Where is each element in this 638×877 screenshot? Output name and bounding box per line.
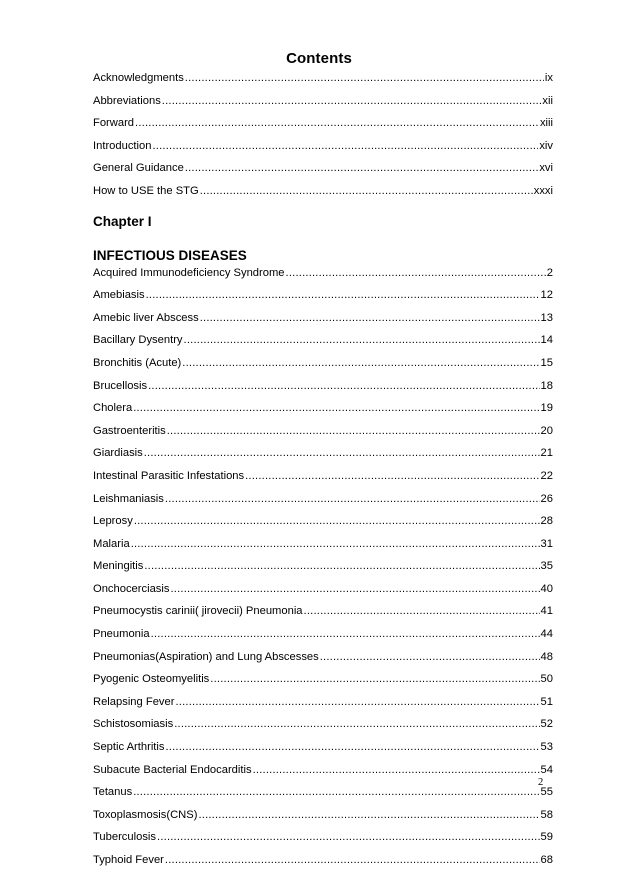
- toc-leader-dots: [185, 162, 539, 174]
- toc-leader-dots: [170, 583, 539, 595]
- toc-entry-page: 52: [540, 718, 553, 731]
- toc-entry-page: 48: [540, 650, 553, 663]
- toc-entry-page: 51: [540, 695, 553, 708]
- toc-leader-dots: [320, 651, 540, 663]
- toc-leader-dots: [135, 117, 539, 129]
- toc-entry[interactable]: [93, 493, 553, 516]
- toc-entry-label: Pyogenic Osteomyelitis: [93, 673, 210, 686]
- toc-leader-dots: [144, 560, 539, 572]
- toc-entry-label: Cholera: [93, 402, 133, 415]
- toc-entry-label: Malaria: [93, 537, 130, 550]
- toc-leader-dots: [162, 95, 542, 107]
- toc-leader-dots: [200, 185, 533, 197]
- toc-entry[interactable]: [93, 447, 553, 470]
- toc-entry-page: 28: [540, 515, 553, 528]
- toc-entry[interactable]: [93, 809, 553, 832]
- toc-entry-label: Tetanus: [93, 786, 133, 799]
- toc-entry-page: 35: [540, 560, 553, 573]
- toc-entry-page: 50: [540, 673, 553, 686]
- toc-entry-label: Gastroenteritis: [93, 424, 166, 437]
- toc-entry-page: 40: [540, 582, 553, 595]
- toc-entry-page: 13: [540, 311, 553, 324]
- toc-entry-page: 19: [540, 402, 553, 415]
- toc-entry-label: Onchocerciasis: [93, 582, 170, 595]
- toc-entry-page: ix: [544, 72, 553, 84]
- front-matter-list: [93, 72, 553, 208]
- toc-entry-page: 59: [540, 831, 553, 844]
- toc-leader-dots: [133, 786, 539, 798]
- toc-entry-page: 53: [540, 741, 553, 754]
- toc-entry[interactable]: [93, 380, 553, 403]
- chapter-entries-list: [93, 267, 553, 877]
- toc-leader-dots: [253, 764, 540, 776]
- toc-entry-label: Bacillary Dysentry: [93, 334, 183, 347]
- toc-entry-label: Pneumocystis carinii( jirovecii) Pneumonia: [93, 605, 303, 618]
- toc-leader-dots: [185, 72, 544, 84]
- toc-entry-label: Introduction: [93, 139, 152, 152]
- toc-leader-dots: [200, 312, 540, 324]
- toc-entry-label: Relapsing Fever: [93, 695, 175, 708]
- toc-entry-page: 54: [540, 763, 553, 776]
- toc-entry-page: 12: [540, 289, 553, 302]
- toc-entry-page: 22: [540, 469, 553, 482]
- toc-entry-page: 44: [540, 628, 553, 641]
- toc-entry-label: Leishmaniasis: [93, 492, 164, 505]
- toc-entry-label: Typhoid Fever: [93, 854, 164, 866]
- toc-entry[interactable]: [93, 605, 553, 628]
- toc-entry-page: 21: [540, 447, 553, 460]
- toc-leader-dots: [184, 334, 540, 346]
- toc-entry[interactable]: [93, 185, 553, 208]
- toc-entry-page: xiii: [539, 117, 553, 130]
- toc-entry-label: Leprosy: [93, 515, 133, 528]
- toc-entry[interactable]: [93, 515, 553, 538]
- toc-entry-label: Schistosomiasis: [93, 718, 174, 731]
- toc-entry-page: 26: [540, 492, 553, 505]
- toc-entry-label: Forward: [93, 117, 135, 130]
- toc-entry-label: Amebic liver Abscess: [93, 311, 199, 324]
- toc-entry[interactable]: [93, 117, 553, 140]
- toc-entry-page: xxxi: [533, 184, 553, 197]
- toc-entry[interactable]: [93, 267, 553, 290]
- toc-entry-page: 41: [540, 605, 553, 618]
- toc-entry-page: 58: [540, 808, 553, 821]
- toc-leader-dots: [198, 809, 539, 821]
- toc-leader-dots: [157, 831, 540, 843]
- toc-entry[interactable]: [93, 854, 553, 877]
- toc-entry-label: Abbreviations: [93, 94, 161, 107]
- toc-entry[interactable]: [93, 831, 553, 854]
- toc-leader-dots: [167, 425, 540, 437]
- toc-entry[interactable]: [93, 162, 553, 185]
- toc-entry[interactable]: [93, 538, 553, 561]
- toc-entry-label: General Guidance: [93, 162, 184, 175]
- toc-entry[interactable]: [93, 312, 553, 335]
- toc-leader-dots: [245, 470, 539, 482]
- toc-entry-label: Acquired Immunodeficiency Syndrome: [93, 266, 285, 279]
- toc-entry[interactable]: [93, 718, 553, 741]
- toc-leader-dots: [165, 493, 540, 505]
- toc-entry[interactable]: [93, 560, 553, 583]
- page-title: Contents: [286, 50, 352, 67]
- toc-leader-dots: [210, 673, 539, 685]
- page-number: 2: [538, 777, 544, 788]
- toc-leader-dots: [148, 380, 539, 392]
- toc-entry-page: xiv: [539, 139, 553, 152]
- toc-leader-dots: [174, 718, 539, 730]
- toc-entry[interactable]: [93, 95, 553, 118]
- toc-leader-dots: [146, 289, 540, 301]
- toc-entry[interactable]: [93, 696, 553, 719]
- toc-leader-dots: [131, 538, 540, 550]
- toc-leader-dots: [133, 402, 539, 414]
- table-of-contents: [93, 72, 553, 877]
- chapter-heading: Chapter I: [93, 213, 152, 229]
- toc-entry-page: 2: [546, 266, 553, 279]
- toc-leader-dots: [152, 140, 538, 152]
- toc-entry-page: 20: [540, 424, 553, 437]
- toc-entry-page: xii: [542, 94, 553, 107]
- toc-entry-label: Pneumonia: [93, 628, 150, 641]
- toc-entry-page: 68: [540, 854, 553, 866]
- toc-entry[interactable]: [93, 673, 553, 696]
- toc-leader-dots: [182, 357, 539, 369]
- toc-entry-page: xvi: [539, 162, 553, 175]
- toc-entry[interactable]: [93, 402, 553, 425]
- toc-entry[interactable]: [93, 651, 553, 674]
- toc-entry[interactable]: [93, 583, 553, 606]
- toc-entry-label: Acknowledgments: [93, 72, 184, 84]
- toc-entry-label: Tuberculosis: [93, 831, 157, 844]
- toc-entry-label: Meningitis: [93, 560, 144, 573]
- toc-entry[interactable]: [93, 628, 553, 651]
- toc-entry[interactable]: [93, 470, 553, 493]
- toc-leader-dots: [151, 628, 540, 640]
- toc-entry[interactable]: [93, 334, 553, 357]
- toc-leader-dots: [166, 741, 540, 753]
- toc-entry-label: Subacute Bacterial Endocarditis: [93, 763, 252, 776]
- toc-entry[interactable]: [93, 140, 553, 163]
- toc-entry-label: Bronchitis (Acute): [93, 356, 182, 369]
- toc-entry-label: Pneumonias(Aspiration) and Lung Abscesses: [93, 650, 319, 663]
- toc-entry-page: 31: [540, 537, 553, 550]
- toc-leader-dots: [165, 854, 540, 866]
- toc-entry[interactable]: [93, 72, 553, 95]
- toc-entry[interactable]: [93, 425, 553, 448]
- toc-leader-dots: [175, 696, 539, 708]
- toc-entry[interactable]: [93, 764, 553, 787]
- toc-entry-label: Amebiasis: [93, 289, 145, 302]
- toc-leader-dots: [286, 267, 546, 279]
- toc-entry-page: 55: [540, 786, 553, 799]
- toc-entry[interactable]: [93, 786, 553, 809]
- toc-entry-label: Toxoplasmosis(CNS): [93, 808, 198, 821]
- toc-leader-dots: [304, 605, 540, 617]
- toc-entry-label: Giardiasis: [93, 447, 143, 460]
- toc-entry-label: Brucellosis: [93, 379, 148, 392]
- toc-leader-dots: [144, 447, 540, 459]
- toc-entry-page: 14: [540, 334, 553, 347]
- toc-entry[interactable]: [93, 741, 553, 764]
- toc-entry-label: How to USE the STG: [93, 184, 199, 197]
- toc-entry-label: Septic Arthritis: [93, 741, 165, 754]
- toc-entry[interactable]: [93, 289, 553, 312]
- toc-entry[interactable]: [93, 357, 553, 380]
- toc-entry-page: 18: [540, 379, 553, 392]
- toc-leader-dots: [134, 515, 540, 527]
- toc-entry-page: 15: [540, 356, 553, 369]
- toc-entry-label: Intestinal Parasitic Infestations: [93, 469, 245, 482]
- section-heading: INFECTIOUS DISEASES: [93, 247, 247, 263]
